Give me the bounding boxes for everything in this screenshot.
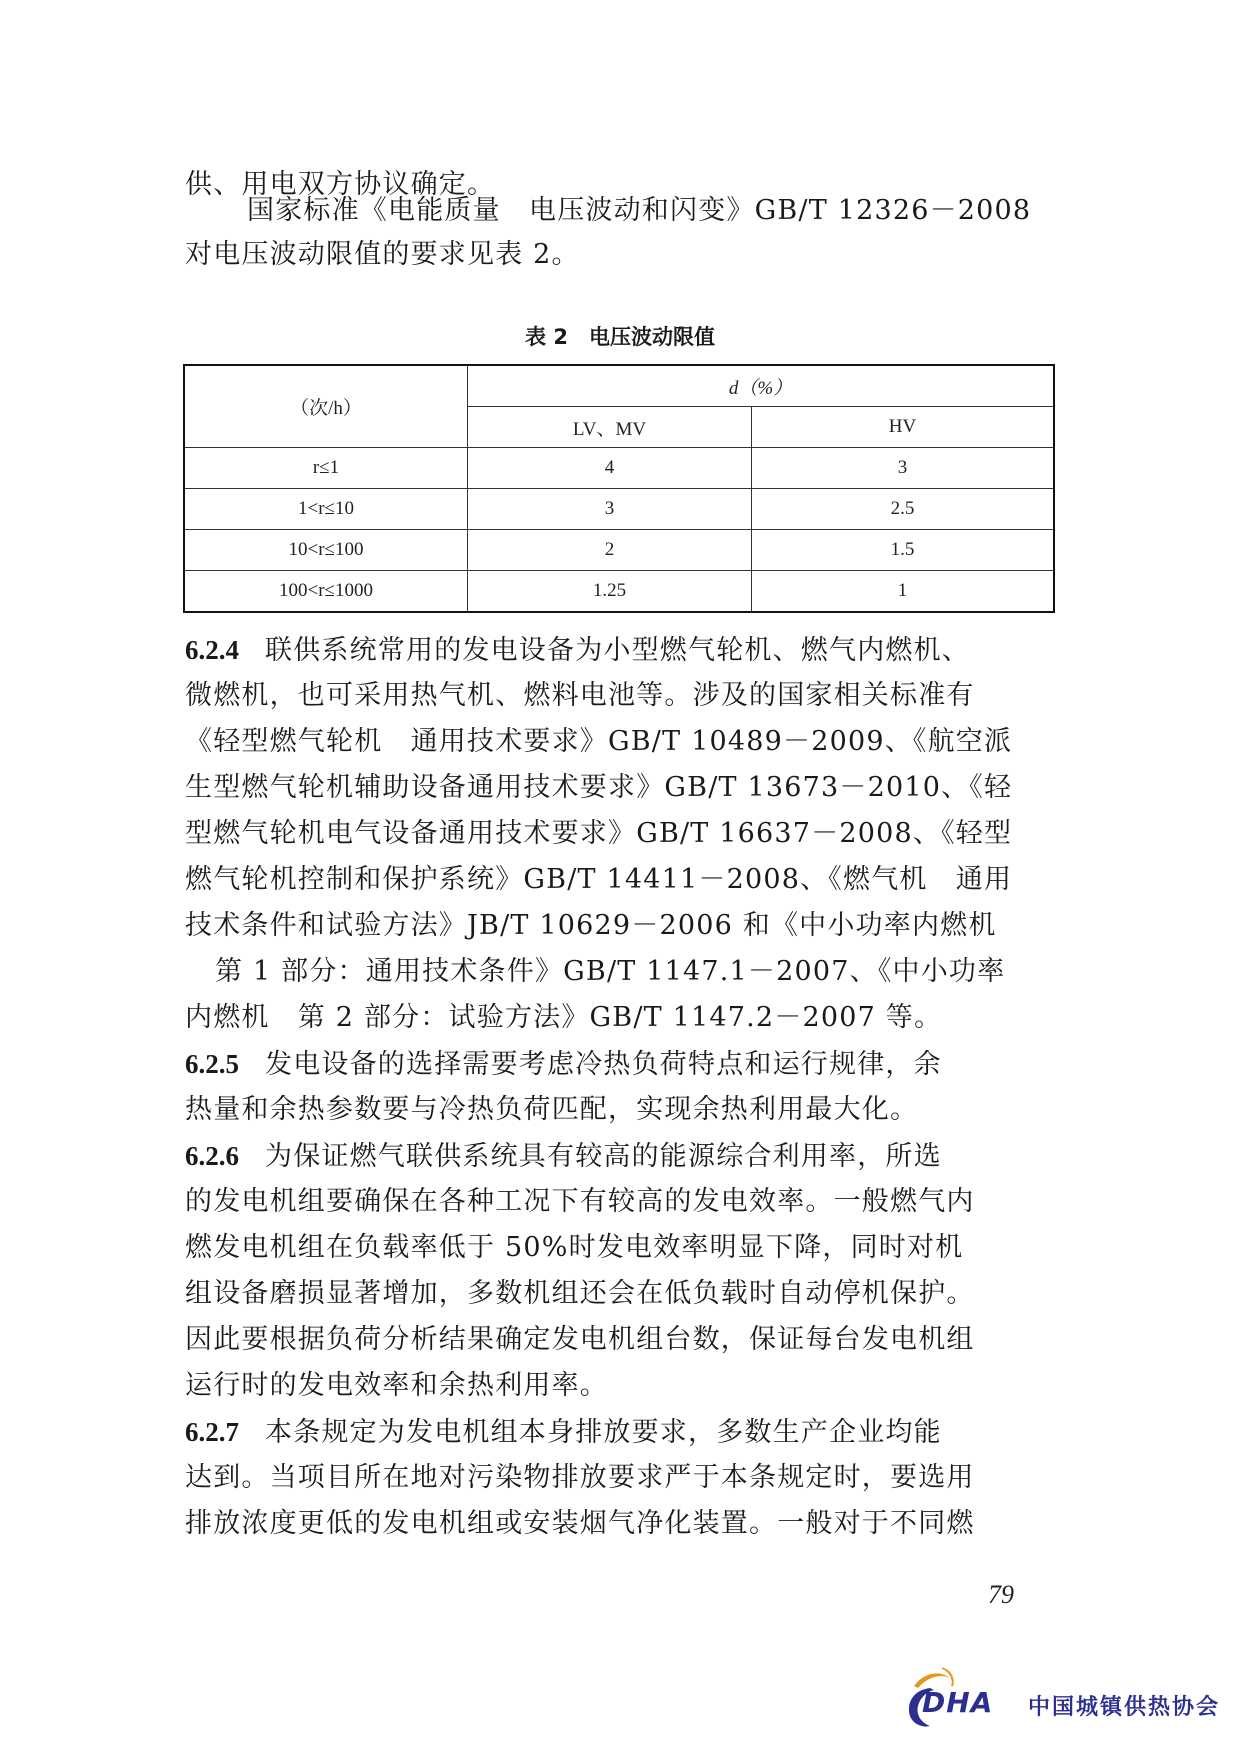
section-6-2-6-line: 燃发电机组在负载率低于 50%时发电效率明显下降，同时对机	[185, 1232, 964, 1263]
section-number: 6.2.5	[185, 1049, 239, 1079]
table-caption: 表 2 电压波动限值	[525, 325, 715, 349]
cell-lv-mv: 3	[468, 489, 752, 530]
header-group-d-percent: d（%）	[468, 365, 1055, 407]
section-number: 6.2.7	[185, 1417, 239, 1447]
table-row	[184, 448, 1054, 489]
cell-hv: 3	[752, 448, 1055, 489]
table-row	[184, 571, 1054, 613]
section-number: 6.2.6	[185, 1141, 239, 1171]
cdha-logo	[900, 1660, 1230, 1730]
page-number: 79	[988, 1580, 1014, 1609]
table-header-row	[184, 365, 1054, 407]
section-6-2-4-line: 型燃气轮机电气设备通用技术要求》GB/T 16637－2008、《轻型	[185, 818, 1013, 849]
paragraph-line: 供、用电双方协议确定。	[185, 169, 496, 200]
cell-hv: 2.5	[752, 489, 1055, 530]
section-6-2-4-line: 微燃机，也可采用热气机、燃料电池等。涉及的国家相关标准有	[185, 680, 975, 711]
voltage-fluctuation-limits-table	[183, 364, 1055, 613]
table-row	[184, 489, 1054, 530]
paragraph-line: 国家标准《电能质量 电压波动和闪变》GB/T 12326－2008	[247, 195, 1032, 226]
section-6-2-5-line: 热量和余热参数要与冷热负荷匹配，实现余热利用最大化。	[185, 1094, 919, 1125]
section-6-2-7-line: 达到。当项目所在地对污染物排放要求严于本条规定时，要选用	[185, 1462, 975, 1493]
section-6-2-5-line: 6.2.5 发电设备的选择需要考虑冷热负荷特点和运行规律，余	[185, 1049, 942, 1080]
cell-r-range: 100<r≤1000	[184, 571, 468, 613]
cell-hv: 1	[752, 571, 1055, 613]
section-6-2-6-line: 组设备磨损显著增加，多数机组还会在低负载时自动停机保护。	[185, 1278, 975, 1309]
section-6-2-4-line: 第 1 部分：通用技术条件》GB/T 1147.1－2007、《中小功率	[215, 956, 1006, 987]
section-6-2-6-line: 因此要根据负荷分析结果确定发电机组台数，保证每台发电机组	[185, 1324, 975, 1355]
cell-hv: 1.5	[752, 530, 1055, 571]
header-lv-mv: LV、MV	[468, 407, 752, 448]
section-6-2-6-line: 的发电机组要确保在各种工况下有较高的发电效率。一般燃气内	[185, 1186, 975, 1217]
section-6-2-4-line: 燃气轮机控制和保护系统》GB/T 14411－2008、《燃气机 通用	[185, 864, 1013, 895]
cell-r-range: 10<r≤100	[184, 530, 468, 571]
section-6-2-4-line: 技术条件和试验方法》JB/T 10629－2006 和《中小功率内燃机	[185, 910, 997, 941]
cell-lv-mv: 2	[468, 530, 752, 571]
section-6-2-4-line: 《轻型燃气轮机 通用技术要求》GB/T 10489－2009、《航空派	[185, 726, 1013, 757]
cell-lv-mv: 1.25	[468, 571, 752, 613]
logo-acronym: DHA	[922, 1686, 994, 1719]
section-6-2-7-line: 排放浓度更低的发电机组或安装烟气净化装置。一般对于不同燃	[185, 1508, 975, 1539]
paragraph-line: 对电压波动限值的要求见表 2。	[185, 239, 580, 270]
header-hv: HV	[752, 407, 1055, 448]
cell-r-range: 1<r≤10	[184, 489, 468, 530]
section-6-2-7-line: 6.2.7 本条规定为发电机组本身排放要求，多数生产企业均能	[185, 1417, 942, 1448]
header-frequency-unit: （次/h）	[184, 365, 468, 448]
cell-lv-mv: 4	[468, 448, 752, 489]
section-6-2-4-line: 内燃机 第 2 部分：试验方法》GB/T 1147.2－2007 等。	[185, 1002, 943, 1033]
section-number: 6.2.4	[185, 635, 239, 665]
section-6-2-6-line: 运行时的发电效率和余热利用率。	[185, 1370, 608, 1401]
table-row	[184, 530, 1054, 571]
logo-org-name: 中国城镇供热协会	[1028, 1695, 1221, 1720]
section-6-2-4-line: 生型燃气轮机辅助设备通用技术要求》GB/T 13673－2010、《轻	[185, 772, 1013, 803]
section-6-2-4-line: 6.2.4 联供系统常用的发电设备为小型燃气轮机、燃气内燃机、	[185, 635, 970, 666]
section-6-2-6-line: 6.2.6 为保证燃气联供系统具有较高的能源综合利用率，所选	[185, 1141, 942, 1172]
cell-r-range: r≤1	[184, 448, 468, 489]
